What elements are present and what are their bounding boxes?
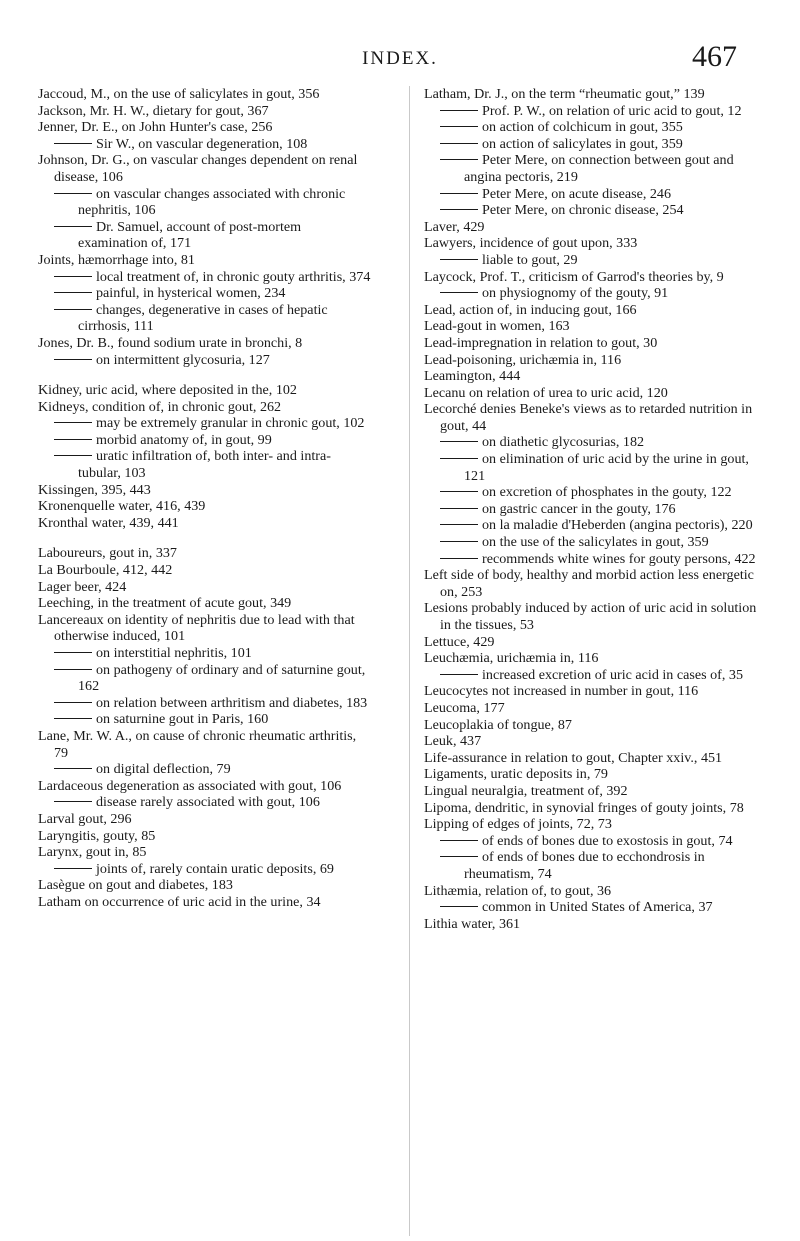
index-entry: Lipping of edges of joints, 72, 73 <box>424 816 612 833</box>
index-entry: Lecanu on relation of urea to uric acid, 120 <box>424 384 668 401</box>
index-subentry: on diathetic glycosurias, 182 <box>424 434 760 451</box>
index-entry: Jenner, Dr. E., on John Hunter's case, 256 <box>38 119 273 136</box>
index-entry: Larynx, gout in, 85 <box>38 844 147 861</box>
index-subentry: on interstitial nephritis, 101 <box>38 645 373 662</box>
index-entry: Left side of body, healthy and morbid action less energetic on, 253 <box>424 567 754 600</box>
index-entry: Leucoma, 177 <box>424 699 505 716</box>
index-entry: Kidneys, condition of, in chronic gout, 262 <box>38 398 282 415</box>
index-column-right <box>424 86 760 932</box>
index-entry: Lingual neuralgia, treatment of, 392 <box>424 782 628 799</box>
index-entry: Leuk, 437 <box>424 733 482 750</box>
index-subentry: on saturnine gout in Paris, 160 <box>38 711 373 728</box>
index-entry: Lesions probably induced by action of uric acid in solution in the tissues, 53 <box>424 600 757 633</box>
index-entry: Kronenquelle water, 416, 439 <box>38 498 206 515</box>
index-entry: Kronthal water, 439, 441 <box>38 514 179 531</box>
index-subentry: of ends of bones due to exostosis in gout, 74 <box>424 833 760 850</box>
index-subentry: on the use of the salicylates in gout, 359 <box>424 534 760 551</box>
index-entry: Latham, Dr. J., on the term “rheumatic gout,” 139 <box>424 86 705 102</box>
index-subentry: on pathogeny of ordinary and of saturnine gout, 162 <box>38 662 373 695</box>
index-entry: Lipoma, dendritic, in synovial fringes of gouty joints, 78 <box>424 799 744 816</box>
index-subentry: morbid anatomy of, in gout, 99 <box>38 432 373 449</box>
index-subentry: on relation between arthritism and diabetes, 183 <box>38 695 373 712</box>
index-entry: Lithia water, 361 <box>424 915 521 932</box>
index-entry: Lawyers, incidence of gout upon, 333 <box>424 235 638 252</box>
index-entry: Lead-poisoning, urichæmia in, 116 <box>424 351 622 368</box>
index-entry: Leeching, in the treatment of acute gout, 349 <box>38 595 292 612</box>
index-subentry: joints of, rarely contain uratic deposits, 69 <box>38 861 373 878</box>
index-subentry: Dr. Samuel, account of post-mortem examination of, 171 <box>38 219 373 252</box>
index-subentry: on gastric cancer in the gouty, 176 <box>424 501 760 518</box>
index-subentry: on elimination of uric acid by the urine in gout, 121 <box>424 451 760 484</box>
page-title: INDEX. <box>362 48 438 69</box>
index-entry: Lead, action of, in inducing gout, 166 <box>424 301 637 318</box>
index-subentry: painful, in hysterical women, 234 <box>38 285 373 302</box>
index-entry: Lead-impregnation in relation to gout, 30 <box>424 334 658 351</box>
index-subentry: on excretion of phosphates in the gouty, 122 <box>424 484 760 501</box>
index-subentry: on vascular changes associated with chronic nephritis, 106 <box>38 186 373 219</box>
index-subentry: common in United States of America, 37 <box>424 899 760 916</box>
index-entry: Life-assurance in relation to gout, Chapter xxiv., 451 <box>424 749 723 766</box>
index-entry: Lead-gout in women, 163 <box>424 318 570 335</box>
index-subentry: Peter Mere, on connection between gout and angina pectoris, 219 <box>424 152 760 185</box>
index-entry: Lithæmia, relation of, to gout, 36 <box>424 882 612 899</box>
index-entry: Lecorché denies Beneke's views as to retarded nutrition in gout, 44 <box>424 401 753 434</box>
index-entry: Laver, 429 <box>424 218 485 235</box>
index-entry: Lancereaux on identity of nephritis due to lead with that otherwise induced, 101 <box>38 611 355 645</box>
index-subentry: Prof. P. W., on relation of uric acid to gout, 12 <box>424 103 760 120</box>
index-subentry: on action of colchicum in gout, 355 <box>424 119 760 136</box>
index-column-left <box>38 86 373 911</box>
index-entry: Larval gout, 296 <box>38 810 132 827</box>
index-entry: Joints, hæmorrhage into, 81 <box>38 251 195 268</box>
index-subentry: of ends of bones due to ecchondrosis in rheumatism, 74 <box>424 849 760 882</box>
index-entry: Lager beer, 424 <box>38 578 127 595</box>
index-subentry: local treatment of, in chronic gouty arthritis, 374 <box>38 269 373 286</box>
index-entry: Latham on occurrence of uric acid in the urine, 34 <box>38 893 321 910</box>
index-entry: Leuchæmia, urichæmia in, 116 <box>424 650 599 667</box>
index-subentry: on physiognomy of the gouty, 91 <box>424 285 760 302</box>
index-subentry: uratic infiltration of, both inter- and intra-tubular, 103 <box>38 448 373 481</box>
index-entry: Kidney, uric acid, where deposited in the, 102 <box>38 382 297 399</box>
index-entry: Leamington, 444 <box>424 368 521 385</box>
index-subentry: increased excretion of uric acid in cases of, 35 <box>424 667 760 684</box>
index-entry: Kissingen, 395, 443 <box>38 481 151 498</box>
index-subentry: on action of salicylates in gout, 359 <box>424 136 760 153</box>
index-entry: Leucocytes not increased in number in gout, 116 <box>424 683 699 700</box>
index-entry: Leucoplakia of tongue, 87 <box>424 716 572 733</box>
index-entry: Lasègue on gout and diabetes, 183 <box>38 877 233 894</box>
index-entry: Johnson, Dr. G., on vascular changes dependent on renal disease, 106 <box>38 152 358 185</box>
index-entry: Lardaceous degeneration as associated with gout, 106 <box>38 777 342 794</box>
index-subentry: may be extremely granular in chronic gout, 102 <box>38 415 373 432</box>
index-subentry: on la maladie d'Heberden (angina pectoris), 220 <box>424 517 760 534</box>
index-subentry: changes, degenerative in cases of hepatic cirrhosis, 111 <box>38 302 373 335</box>
index-subentry: Peter Mere, on chronic disease, 254 <box>424 202 760 219</box>
index-entry: Laboureurs, gout in, 337 <box>38 545 177 562</box>
index-subentry: on digital deflection, 79 <box>38 761 373 778</box>
index-subentry: liable to gout, 29 <box>424 252 760 269</box>
index-entry: Lane, Mr. W. A., on cause of chronic rheumatic arthritis, 79 <box>38 727 357 761</box>
index-subentry: Peter Mere, on acute disease, 246 <box>424 186 760 203</box>
index-entry: Ligaments, uratic deposits in, 79 <box>424 766 608 783</box>
index-subentry: disease rarely associated with gout, 106 <box>38 794 373 811</box>
index-entry: Jaccoud, M., on the use of salicylates in gout, 356 <box>38 86 320 102</box>
index-entry: Laycock, Prof. T., criticism of Garrod's theories by, 9 <box>424 268 724 285</box>
index-entry: Jackson, Mr. H. W., dietary for gout, 367 <box>38 102 269 119</box>
page-number: 467 <box>692 40 737 73</box>
index-subentry: on intermittent glycosuria, 127 <box>38 352 373 369</box>
index-subentry: Sir W., on vascular degeneration, 108 <box>38 136 373 153</box>
page-header <box>0 40 800 86</box>
index-entry: Jones, Dr. B., found sodium urate in bronchi, 8 <box>38 334 303 351</box>
column-divider <box>409 86 410 1236</box>
index-entry: Laryngitis, gouty, 85 <box>38 827 156 844</box>
index-entry: Lettuce, 429 <box>424 633 495 650</box>
index-entry: La Bourboule, 412, 442 <box>38 562 173 579</box>
index-subentry: recommends white wines for gouty persons, 422 <box>424 551 760 568</box>
